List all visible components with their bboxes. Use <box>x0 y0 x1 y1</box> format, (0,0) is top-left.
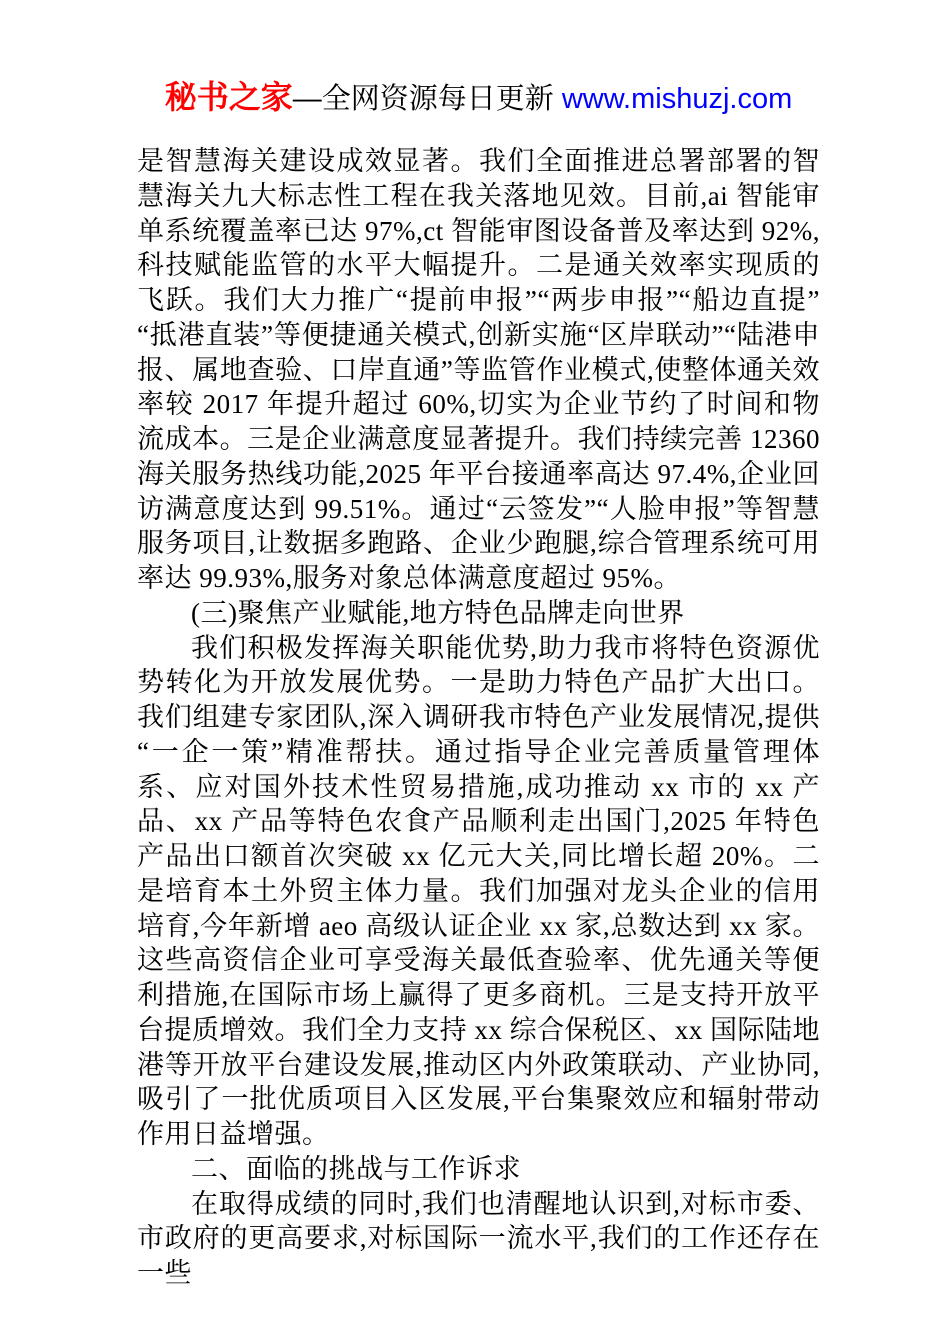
document-body <box>137 144 820 1291</box>
site-url-link[interactable]: www.mishuzj.com <box>561 83 793 115</box>
site-brand: 秘书之家 <box>164 79 293 115</box>
paragraph: 是智慧海关建设成效显著。我们全面推进总署部署的智慧海关九大标志性工程在我关落地见效。目前,ai 智能审单系统覆盖率已达 97%,ct 智能审图设备普及率达到 92%,科技赋能监管的水平大幅提升。二是通关效率实现质的飞跃。我们大力推广“提前申报”“两步申报”“船边直提”“抵港直装”等便捷通关模式,创新实施“区岸联动”“陆港申报、属地查验、口岸直通”等监管作业模式,使整体通关效率较 2017 年提升超过 60%,切实为企业节约了时间和物流成本。三是企业满意度显著提升。我们持续完善 12360 海关服务热线功能,2025 年平台接通率高达 97.4%,企业回访满意度达到 99.51%。通过“云签发”“人脸申报”等智慧服务项目,让数据多跑路、企业少跑腿,综合管理系统可用率达 99.93%,服务对象总体满意度超过 95%。 <box>137 146 820 593</box>
site-tagline: —全网资源每日更新 <box>292 83 562 115</box>
site-header <box>137 78 820 118</box>
paragraph: 我们积极发挥海关职能优势,助力我市将特色资源优势转化为开放发展优势。一是助力特色产品扩大出口。我们组建专家团队,深入调研我市特色产业发展情况,提供“一企一策”精准帮扶。通过指导企业完善质量管理体系、应对国外技术性贸易措施,成功推动 xx 市的 xx 产品、xx 产品等特色农食产品顺利走出国门,2025 年特色产品出口额首次突破 xx 亿元大关,同比增长超 20%。二是培育本土外贸主体力量。我们加强对龙头企业的信用培育,今年新增 aeo 高级认证企业 xx 家,总数达到 xx 家。这些高资信企业可享受海关最低查验率、优先通关等便利措施,在国际市场上赢得了更多商机。三是支持开放平台提质增效。我们全力支持 xx 综合保税区、xx 国际陆地港等开放平台建设发展,推动区内外政策联动、产业协同,吸引了一批优质项目入区发展,平台集聚效应和辐射带动作用日益增强。 <box>137 632 820 1149</box>
paragraph: (三)聚焦产业赋能,地方特色品牌走向世界 <box>191 597 685 628</box>
paragraph: 二、面临的挑战与工作诉求 <box>191 1153 521 1184</box>
paragraph: 在取得成绩的同时,我们也清醒地认识到,对标市委、市政府的更高要求,对标国际一流水平,我们的工作还存在一些 <box>137 1188 820 1288</box>
